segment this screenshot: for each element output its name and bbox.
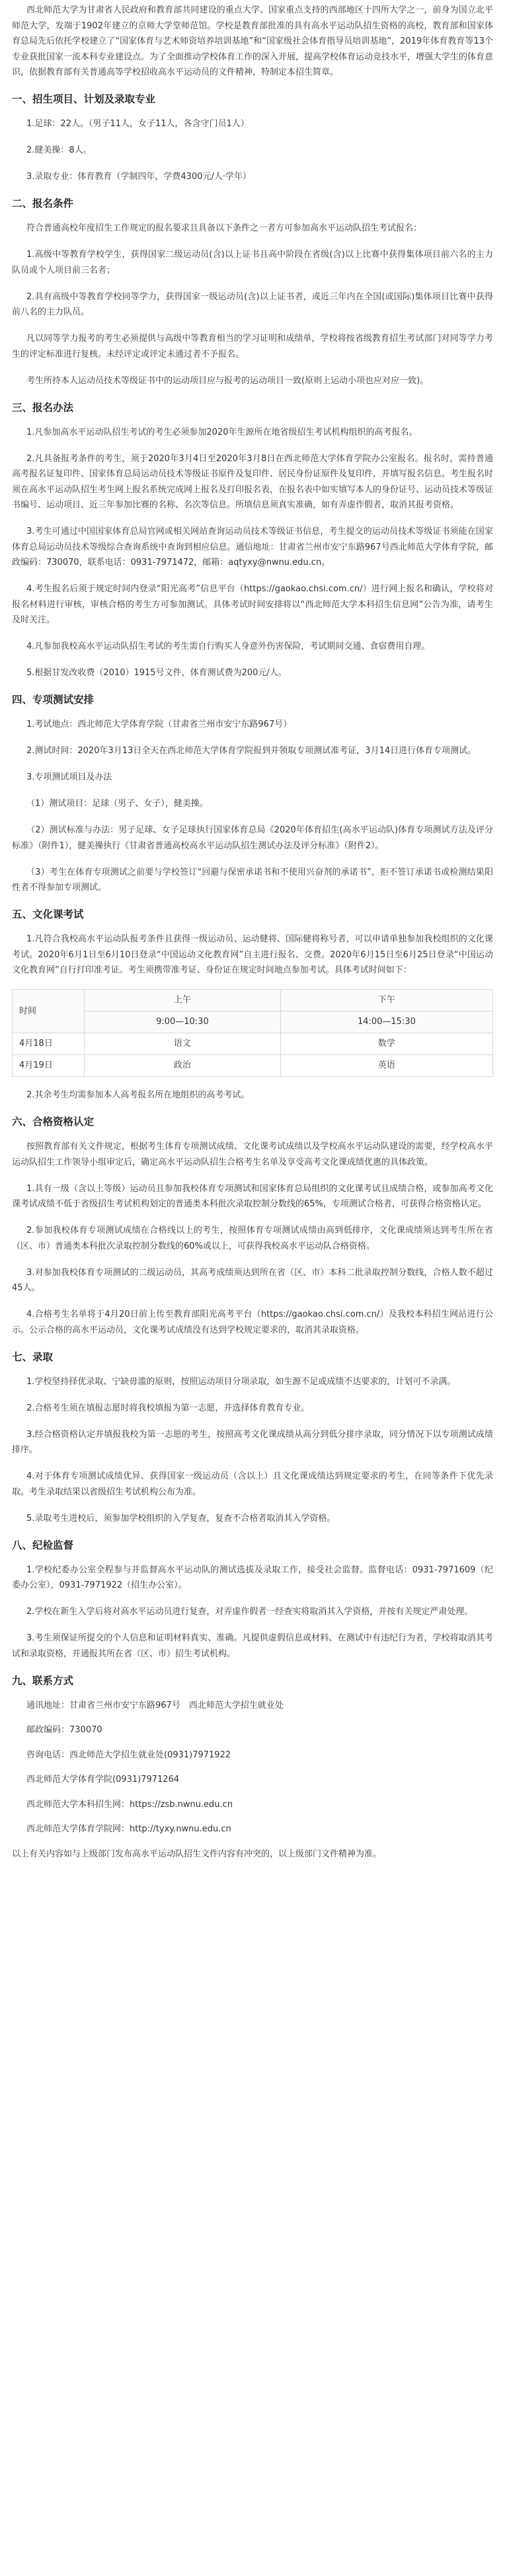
- table-cell: 英语: [280, 1055, 492, 1077]
- section-title-qualification: 六、合格资格认定: [12, 1116, 95, 1128]
- admission-item: 2.合格考生须在填报志愿时将我校填报为第一志愿，并选择体育教育专业。: [26, 1403, 310, 1413]
- section-title-supervision: 八、纪检监督: [12, 1539, 74, 1551]
- contact-phone: 咨询电话：西北师范大学招生就业处(0931)7971922: [26, 1749, 231, 1760]
- eligibility-item: 1.高级中等教育学校学生，获得国家二级运动员(含)以上证书且高中阶段在省级(含)以上比赛中获得集体项目前六名的主力队员或个人项目前三名者；: [12, 250, 493, 276]
- qualification-item: 2.参加我校体育专项测试成绩在合格线以上的考生，按照体育专项测试成绩由高到低排序，文化课成绩须达到考生所在省（区、市）普通类本科批次录取控制分数线的60%或以上，可获得我校高水平运动队合格资格。: [12, 1226, 493, 1251]
- section-title-admission: 七、录取: [12, 1350, 54, 1363]
- testing-item: 3.专项测试项目及办法: [26, 772, 112, 782]
- registration-item: 4.凡参加我校高水平运动队招生考试的考生需自行购买人身意外伤害保险，考试期间交通、食宿费用自理。: [26, 642, 430, 651]
- table-cell: 政治: [85, 1055, 281, 1077]
- table-header-row: [13, 990, 493, 1012]
- admission-item: 4.对于体育专项测试成绩优异、获得国家一级运动员（含以上）且文化课成绩达到规定要求的考生，在同等条件下优先录取。考生录取结果以省级招生考试机构公布为准。: [12, 1471, 493, 1497]
- qualification-item: 1.具有一级（含以上等级）运动员且参加我校体育专项测试和国家体育总局组织的文化课考试且成绩合格，或参加高考文化课考试成绩不低于省级招生考试机构划定的普通类本科批次录取控制分数线的65%，专项测试合格者，可获得合格资格认定。: [12, 1183, 493, 1209]
- testing-item: （3）考生在体育专项测试之前要与学校签订“回避与保密承诺书和不使用兴奋剂的承诺书”，拒不签订承诺书或检测结果阳性者不得参加专项测试。: [12, 867, 493, 893]
- table-header-cell: 9:00—10:30: [85, 1012, 281, 1033]
- section-title-testing: 四、专项测试安排: [12, 694, 95, 706]
- qualification-item: 按照教育部有关文件规定，根据考生体育专项测试成绩、文化课考试成绩以及学校高水平运动队建设的需要，经学校高水平运动队招生工作领导小组审定后，确定高水平运动队招生合格考生名单及享受高考文化课成绩优惠的具体政策。: [12, 1142, 493, 1167]
- closing-note: 以上有关内容如与上级部门发布高水平运动队招生文件内容有冲突的，以上级部门文件精神为准。: [12, 1849, 382, 1859]
- table-row: [13, 1055, 493, 1077]
- quota-item: 3.录取专业：体育教育（学制四年，学费4300元/人·学年）: [26, 172, 251, 182]
- section-title-registration: 三、报名办法: [12, 401, 74, 414]
- contact-postcode: 邮政编码：730070: [26, 1725, 102, 1735]
- registration-item: 5.根据甘发改收费（2010）1915号文件，体育测试费为200元/人。: [26, 668, 287, 678]
- supervision-item: 3.考生须保证所提交的个人信息和证明材料真实、准确。凡提供虚假信息或材料、在测试中有违纪行为者，学校将取消其考试和录取资格，并通报其所在省（区、市）招生考试机构。: [12, 1633, 493, 1659]
- section-title-culture-exam: 五、文化课考试: [12, 908, 84, 920]
- culture-exam-intro: 1.凡符合我校高水平运动队报考条件且获得一级运动员、运动健将、国际健将称号者，可以申请单独参加我校组织的文化课考试。2020年6月1日至6月10日登录“中国运动文化教育网”自主进行报名、交费。2020年6月15日至6月25日登录“中国运动文化教育网”自行打印准考证。考生须携带准考证、身份证在规定时间地点参加考试。具体考试时间如下：: [12, 934, 493, 975]
- quota-item: 2.健美操：8人。: [26, 145, 92, 155]
- admission-item: 3.经合格资格认定并填报我校为第一志愿的考生，按照高考文化课成绩从高分到低分排序录取，同分情况下以专项测试成绩排序。: [12, 1429, 493, 1455]
- table-header-cell: 时间: [13, 990, 85, 1033]
- admission-item: 5.录取考生进校后，须参加学校组织的入学复查，复查不合格者取消其入学资格。: [26, 1513, 336, 1524]
- section-title-eligibility: 二、报名条件: [12, 198, 74, 209]
- testing-item: （2）测试标准与办法：男子足球、女子足球执行国家体育总局《2020年体育招生(高水平运动队)体育专项测试方法及评分标准》（附件1），健美操执行《甘肃省普通高校高水平运动队招生测试办法及评分标准》（附件2）。: [12, 825, 493, 851]
- contact-address: 通讯地址：甘肃省兰州市安宁东路967号 西北师范大学招生就业处: [26, 1700, 284, 1711]
- testing-item: （1）测试项目：足球（男子、女子），健美操。: [26, 799, 208, 809]
- contact-website-link[interactable]: 西北师范大学体育学院网：http://tyxy.nwnu.edu.cn: [26, 1824, 231, 1834]
- section-title-contact: 九、联系方式: [12, 1674, 74, 1687]
- registration-item: 1.凡参加高水平运动队招生考试的考生必须参加2020年生源所在地省级招生考试机构组织的高考报名。: [26, 427, 418, 437]
- testing-item: 1.考试地点：西北师范大学体育学院（甘肃省兰州市安宁东路967号）: [26, 719, 292, 729]
- table-row: [13, 1033, 493, 1055]
- eligibility-item: 考生所持本人运动员技术等级证书中的运动项目应与报考的运动项目一致(原则上运动小项也应对应一致)。: [26, 375, 429, 386]
- supervision-item: 1.学校纪委办公室全程参与并监督高水平运动队的测试选拔及录取工作，接受社会监督。监督电话：0931-7971609（纪委办公室），0931-7971922（招生办公室）。: [12, 1564, 493, 1590]
- table-cell: 语文: [85, 1033, 281, 1055]
- table-cell: 4月19日: [13, 1055, 85, 1077]
- intro-paragraph: 西北师范大学为甘肃省人民政府和教育部共同建设的重点大学、国家重点支持的西部地区十四所大学之一，前身为国立北平师范大学，发端于1902年建立的京师大学堂师范馆。学校是教育部批准的具有高水平运动队招生资格的高校，教育部和国家体育总局先后依托学校建立了“国家体育与艺术师资培养培训基地”和“国家级社会体育指导员培训基地”，2019年体育教育等13个专业获批国家一流本科专业建设点。为了全面推动学校体育工作的深入开展，提高学校体育运动竞技水平，增强大学生的体育意识，依据教育部有关普通高等学校招收高水平运动员的文件精神，特制定本招生简章。: [12, 5, 494, 77]
- contact-list: [12, 1698, 493, 1837]
- qualification-item: 4.合格考生名单将于4月20日前上传至教育部阳光高考平台（https://gaokao.chsi.com.cn/）及我校本科招生网站进行公示。公示合格的高水平运动员，文化课考试成绩没有达到学校规定要求的，取消其录取资格。: [12, 1309, 493, 1335]
- registration-item: 2.凡具备报考条件的考生，须于2020年3月4日至2020年3月8日在西北师范大学体育学院办公室报名。报名时，需持普通高考报名证复印件、国家体育总局运动员技术等级证书原件及复印件、居民身份证原件及复印件，并填写报名信息。考生报名时须在高水平运动队招生考生网上报名系统完成网上报名及打印报名表，在报名表中如实填写本人的身份证号、运动员技术等级证书编号、运动项目、近三年参加比赛的名称、名次等信息。所填信息须真实准确，如有弄虚作假者，取消其报考资格。: [12, 453, 494, 510]
- eligibility-intro: 符合普通高校年度招生工作规定的报名要求且具备以下条件之一者方可参加高水平运动队招生考试报名：: [26, 223, 422, 233]
- eligibility-item: 2.具有高级中等教育学校同等学力，获得国家一级运动员(含)以上证书者，或近三年内在全国(或国际)集体项目比赛中获得前八名的主力队员。: [12, 291, 493, 317]
- qualification-item: 3.对参加我校体育专项测试的二级运动员，其高考成绩须达到所在省（区、市）本科二批录取控制分数线，合格人数不超过45人。: [12, 1267, 493, 1293]
- contact-website-link[interactable]: 西北师范大学本科招生网：https://zsb.nwnu.edu.cn: [26, 1799, 233, 1810]
- eligibility-item: 凡以同等学力报考的考生必须提供与高级中等教育相当的学习证明和成绩单，学校将按省级教育招生考试部门对同等学力考生的评定标准进行复核。未经评定或评定未通过者不予报名。: [12, 334, 493, 359]
- table-header-cell: 14:00—15:30: [280, 1012, 492, 1033]
- table-header-cell: 上午: [85, 990, 281, 1012]
- culture-exam-note: 2.其余考生均需参加本人高考报名所在地组织的高考考试。: [26, 1090, 250, 1100]
- testing-item: 2.测试时间：2020年3月13日全天在西北师范大学体育学院报到并领取专项测试准考证，3月14日进行体育专项测试。: [26, 746, 477, 756]
- section-title-quota: 一、招生项目、计划及录取专业: [12, 93, 156, 105]
- table-subheader-row: [13, 1012, 493, 1033]
- table-cell: 数学: [280, 1033, 492, 1055]
- registration-item: 4.考生报名后须于规定时间内登录“阳光高考”信息平台（https://gaokao.chsi.com.cn/）进行网上报名和确认，学校将对报名材料进行审核，审核合格的考生方可参加测试。具体考试时间安排将以“西北师范大学本科招生信息网”公告为准，请考生及时关注。: [12, 584, 493, 625]
- registration-item: 3.考生可通过中国国家体育总局官网或相关网站查询运动员技术等级证书信息，考生提交的运动员技术等级证书须能在国家体育总局运动员技术等级综合查询系统中查询到相应信息。通信地址：甘肃省兰州市安宁东路967号西北师范大学体育学院，邮政编码：730070，联系电话：0931-7971472，邮箱：aqtyxy@nwnu.edu.cn。: [12, 527, 493, 568]
- admission-item: 1.学校坚持择优录取、宁缺毋滥的原则，按照运动项目分项录取，如生源不足或成绩不达要求的，计划可不录满。: [26, 1376, 456, 1387]
- table-cell: 4月18日: [13, 1033, 85, 1055]
- supervision-item: 2.学校在新生入学后将对高水平运动员进行复查，对弄虚作假者一经查实将取消其入学资格，并按有关规定严肃处理。: [26, 1607, 473, 1617]
- exam-schedule-table: [12, 989, 493, 1077]
- contact-phone: 西北师范大学体育学院(0931)7971264: [26, 1775, 180, 1785]
- table-header-cell: 下午: [280, 990, 492, 1012]
- quota-item: 1.足球：22人。（男子11人，女子11人，各含守门员1人）: [26, 119, 249, 129]
